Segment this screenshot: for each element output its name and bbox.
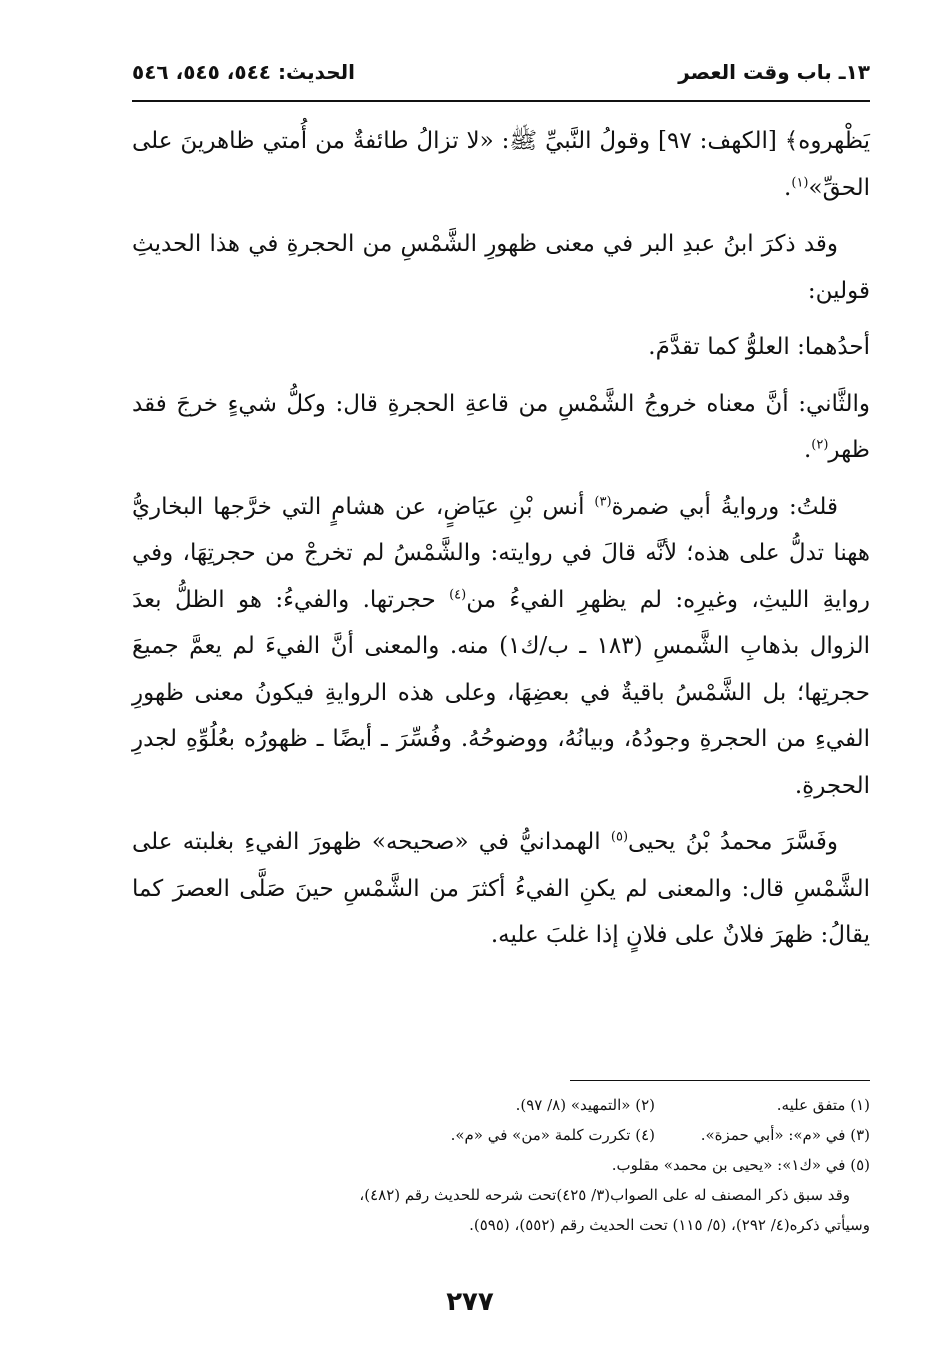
- paragraph: [132, 221, 870, 314]
- paragraph: [132, 324, 870, 371]
- header-divider: [132, 100, 870, 102]
- footnote-marker: (٥): [610, 829, 629, 845]
- text-run: والثَّاني: أنَّ معناه خروجُ الشَّمْسِ من قاعةِ الحجرةِ قال: وكلُّ شيءٍ خرجَ فقد ظهر: [132, 390, 870, 463]
- footnote-5-continuation: وقد سبق ذكر المصنف له على الصواب(٣/ ٤٢٥)تحت شرحه للحديث رقم (٤٨٢)،: [359, 1186, 850, 1204]
- footnote-row: [132, 1090, 870, 1120]
- footnote-4: (٤) تكررت كلمة «من» في «م».: [450, 1126, 655, 1144]
- footnote-1: (١) متفق عليه.: [776, 1096, 870, 1114]
- footnote-2: (٢) «التمهيد» (٨/ ٩٧).: [515, 1096, 655, 1114]
- text-run: .: [784, 174, 792, 201]
- text-run: حجرتها. والفيءُ: هو الظلُّ بعدَ الزوال بذهابِ الشَّمسِ (١٨٣ ـ ب/ك١) منه. والمعنى أنَّ الفيءَ لم يعمَّ جميعَ حجرتِها؛ بل الشَّمْسُ باقيةٌ في بعضِهَا، وعلى هذه الروايةِ فيكونُ معنى ظهورِ الفيءِ من الحجرةِ وجودُهُ، وبيانُهُ، ووضوحُهُ. وفُسِّرَ ـ أيضًا ـ ظهورُه بعُلُوِّهِ لجدرِ الحجرةِ.: [132, 586, 870, 799]
- paragraph: [132, 819, 870, 959]
- footnote-3: (٣) في «م»: «أبي حمزة».: [700, 1126, 870, 1144]
- running-header: [132, 50, 870, 94]
- hadith-numbers: الحديث: ٥٤٤، ٥٤٥، ٥٤٦: [132, 60, 355, 84]
- text-run: .: [803, 437, 812, 463]
- footnote-5-continuation: وسيأتي ذكره(٤/ ٢٩٢)، (٥/ ١١٥) تحت الحديث رقم (٥٥٢)، (٥٩٥).: [469, 1216, 870, 1234]
- footnote-marker: (٢): [811, 437, 829, 453]
- paragraph: [132, 118, 870, 211]
- text-run: الهمدانيُّ في «صحيحه» ظهورَ الفيءِ بغلبته على الشَّمْسِ قال: والمعنى لم يكنِ الفيءُ أكثرَ من الشَّمْسِ حينَ صَلَّى العصرَ كما يقالُ: ظهرَ فلانٌ على فلانٍ إذا غلبَ عليه.: [132, 829, 870, 948]
- main-text: [132, 118, 870, 969]
- text-run: يَظْهروه﴾ [الكهف: ٩٧] وقولُ النَّبيِّ ﷺ: «لا تزالُ طائفةٌ من أُمتي ظاهرينَ على الحقِّ»: [132, 128, 870, 201]
- footnote-marker: (١): [791, 174, 809, 190]
- footnote-divider: [570, 1080, 870, 1081]
- text-run: أحدُهما: العلوُّ كما تقدَّمَ.: [648, 334, 870, 360]
- footnote-row: [132, 1120, 870, 1150]
- page-number: ٢٧٧: [446, 1287, 494, 1317]
- paragraph: [132, 381, 870, 474]
- footnote-5: (٥) في «ك١»: «يحيى بن محمد» مقلوب.: [611, 1156, 870, 1174]
- footnote-marker: (٤): [449, 586, 467, 602]
- footnotes: [132, 1090, 870, 1240]
- text-run: وقد ذكرَ ابنُ عبدِ البر في معنى ظهورِ الشَّمْسِ من الحجرةِ في هذا الحديثِ قولين:: [132, 231, 870, 304]
- text-run: قلتُ: وروايةُ أبي ضمرة: [611, 493, 838, 520]
- text-run: وفَسَّرَ محمدُ بْنُ يحيى: [628, 829, 838, 855]
- chapter-title: ١٣ـ باب وقت العصر: [678, 60, 870, 84]
- paragraph: [132, 484, 870, 810]
- footnote-marker: (٣): [594, 493, 612, 509]
- text-run: أنس بْنِ عيَاضٍ، عن هشامٍ التي خرَّجها البخاريُّ ههنا تدلُّ على هذه؛ لأنَّه قالَ في روايته: والشَّمْسُ لم تخرجْ من حجرتِهَا، وفي روايةِ الليثِ، وغيرِه: لم يظهرِ الفيءُ من: [132, 493, 870, 613]
